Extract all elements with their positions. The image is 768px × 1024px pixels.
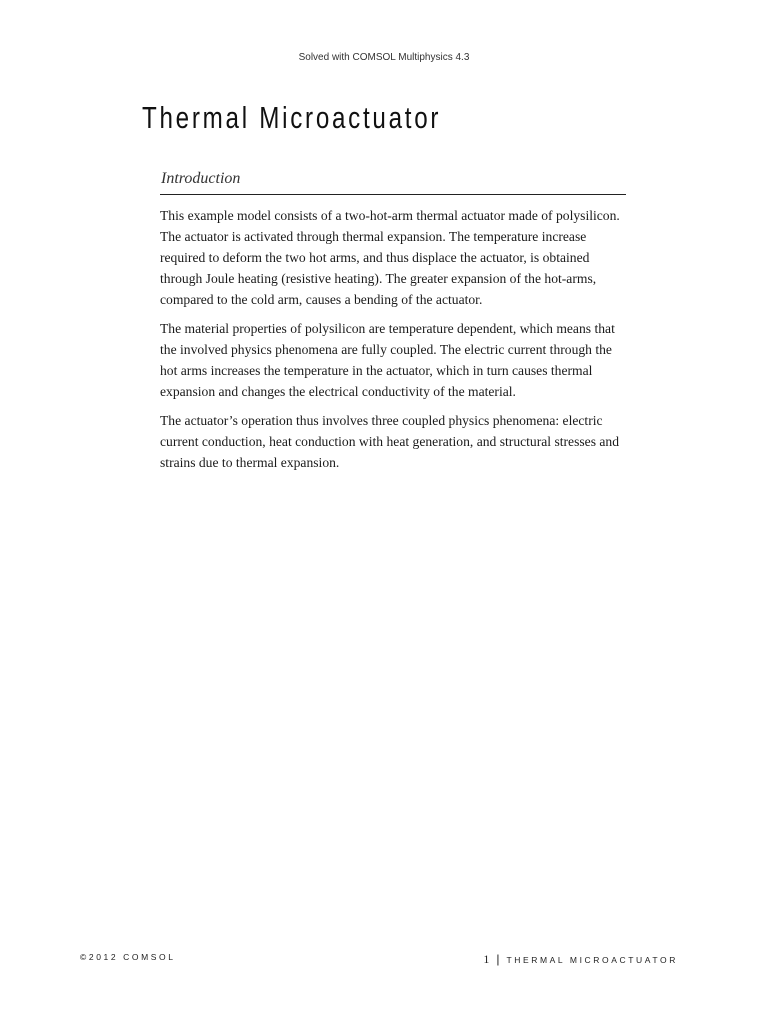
running-header: Solved with COMSOL Multiphysics 4.3 [298,52,470,63]
footer-running-title: THERMAL MICROACTUATOR [506,955,678,965]
paragraph-3: The actuator’s operation thus involves three coupled physics phenomena: electric current conduction, heat conduction with heat generation, and structural stresses and strains due to thermal expansion. [160,413,620,470]
footer-copyright: ©2012 COMSOL [80,952,176,962]
introduction-section [160,170,626,473]
paragraph-2: The material properties of polysilicon are temperature dependent, which means that the involved physics phenomena are fully coupled. The electric current through the hot arms increases the temperature in the actuator, which in turn causes thermal expansion and changes the electrical conductivity of the material. [160,321,615,399]
section-heading: Introduction [160,170,626,195]
page-number: 1 [483,952,490,966]
footer-separator: | [496,952,500,966]
footer-page-info [483,950,678,968]
document-title: Thermal Microactuator [142,100,442,135]
paragraph-1: This example model consists of a two-hot-arm thermal actuator made of polysilicon. The actuator is activated through thermal expansion. The temperature increase required to deform the two hot arms, and thus displace the actuator, is obtained through Joule heating (resistive heating). The greater expansion of the hot-arms, compared to the cold arm, causes a bending of the actuator. [160,208,620,307]
